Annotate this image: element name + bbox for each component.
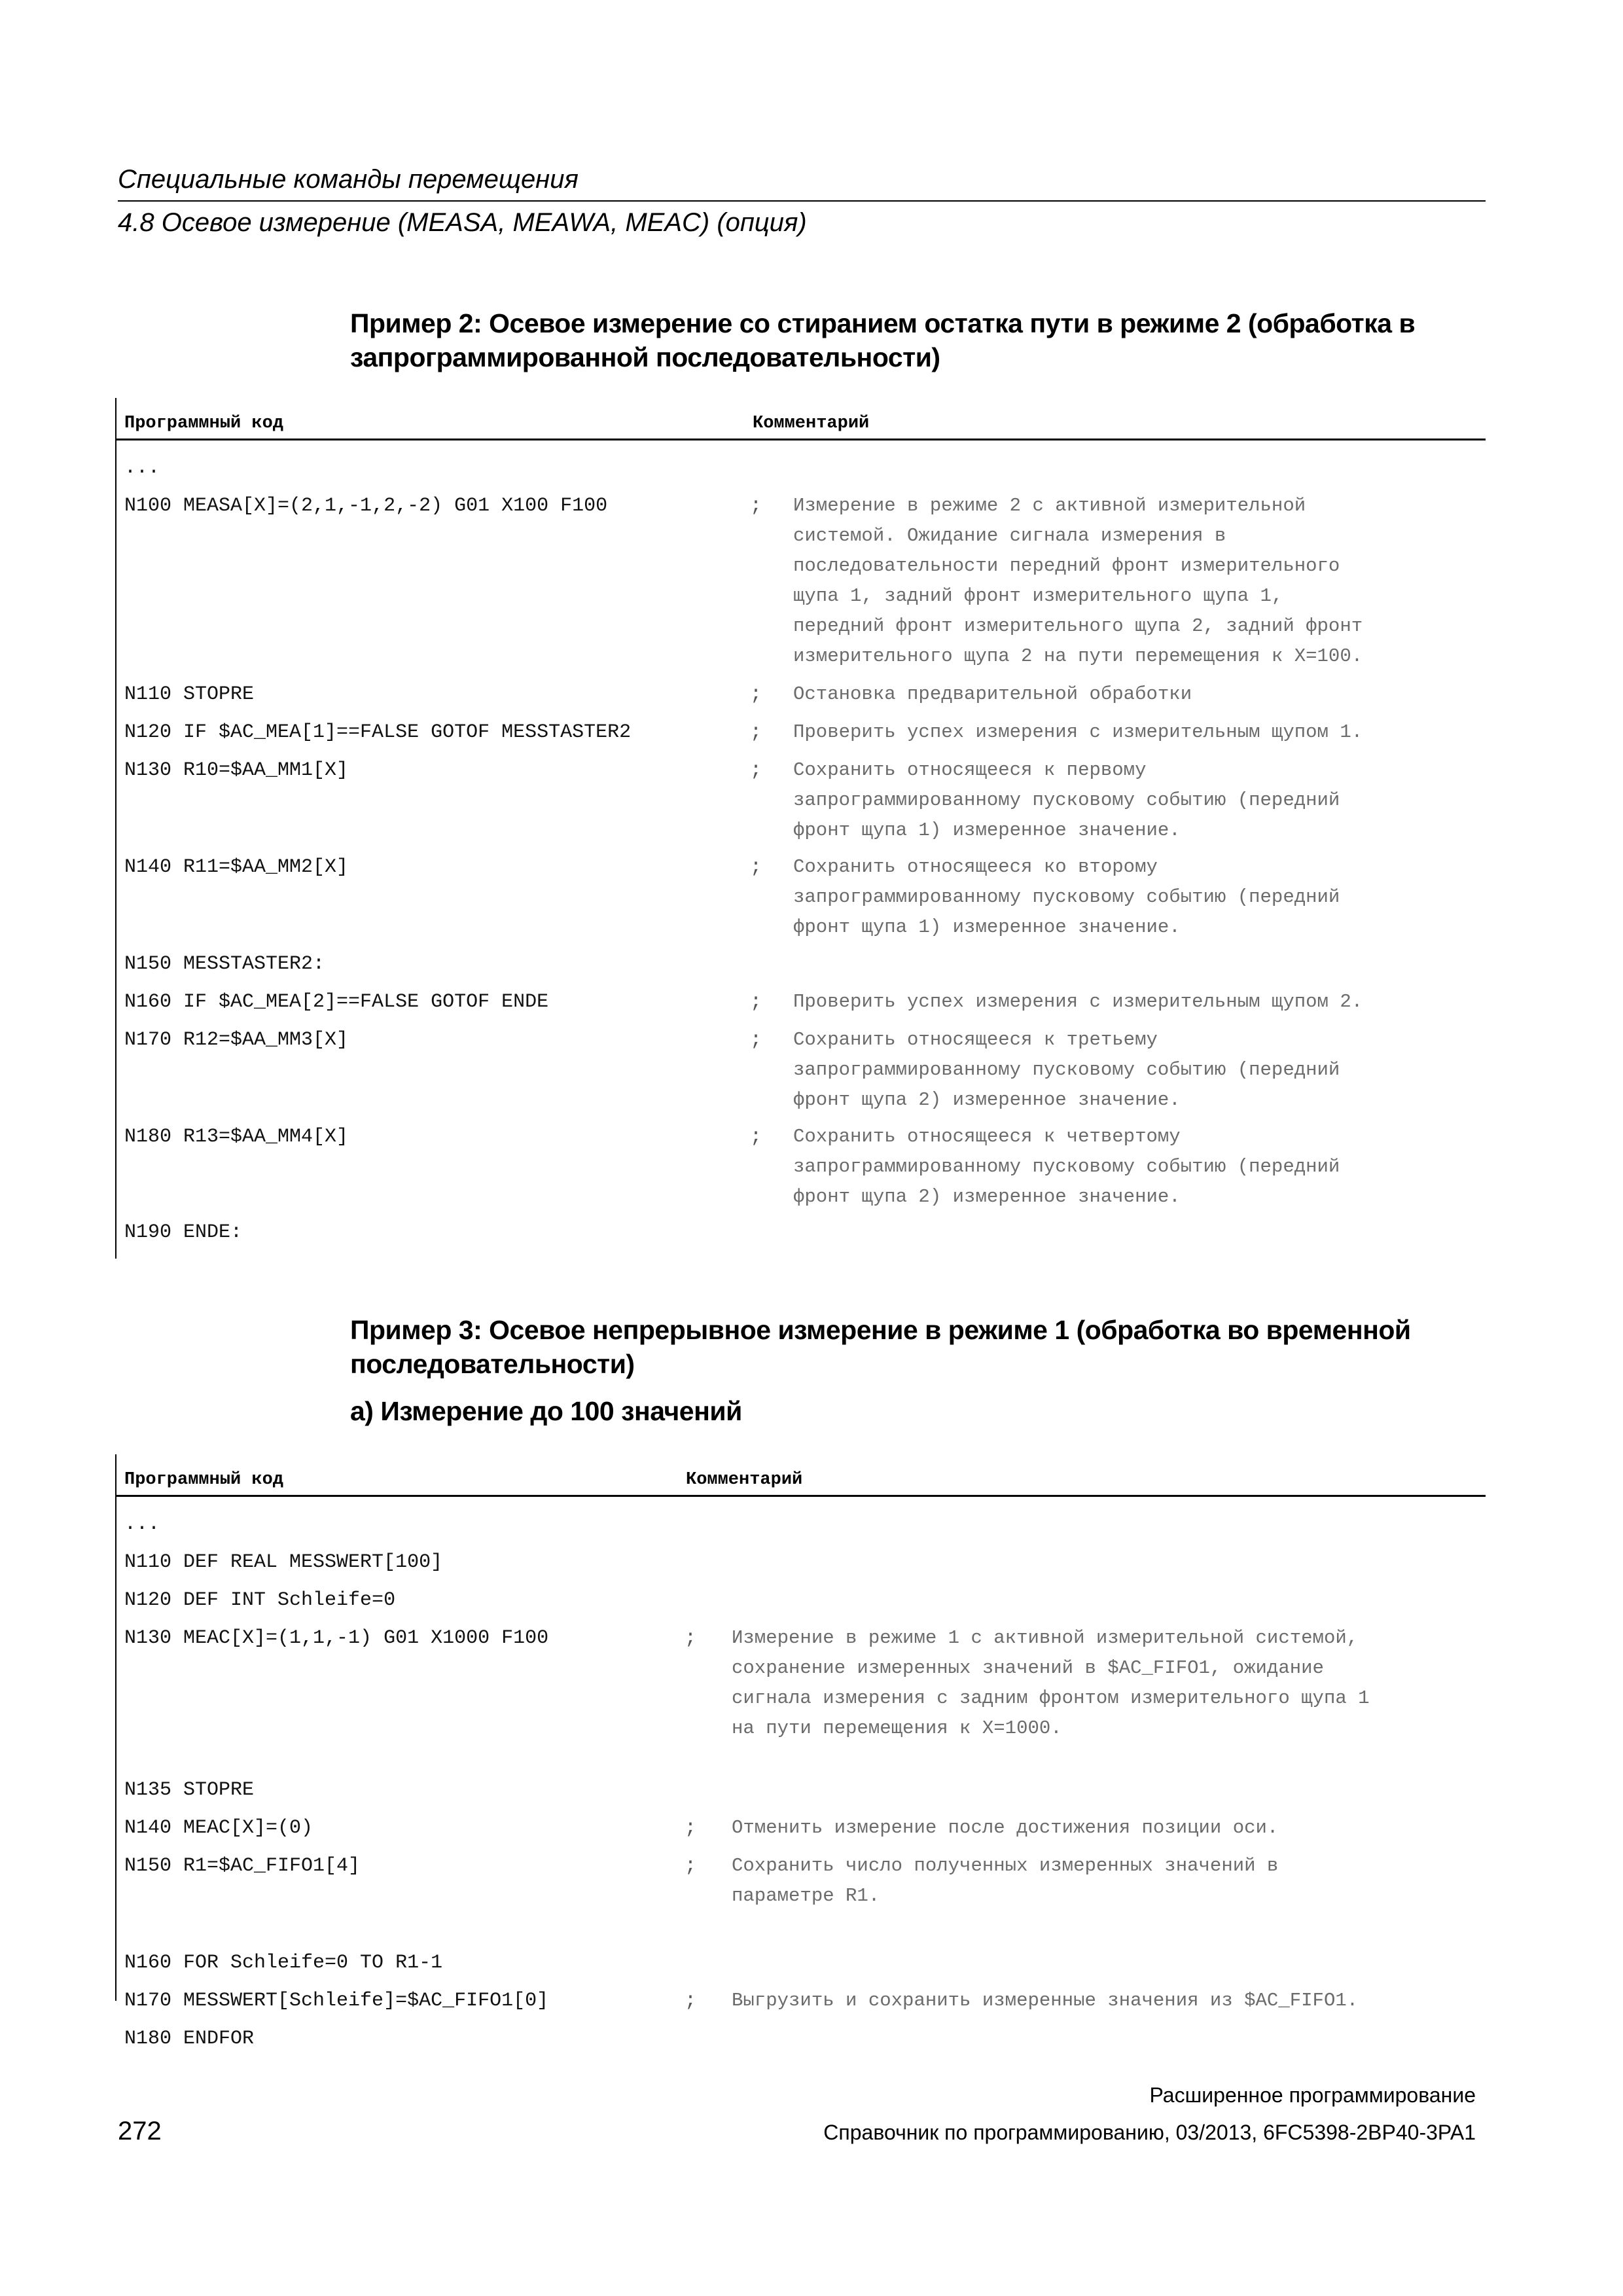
- program-code: N135 STOPRE: [124, 1779, 255, 1801]
- program-code: ...: [124, 1513, 160, 1535]
- code-comment: Сохранить число полученных измеренных значений в параметре R1.: [732, 1855, 1279, 1907]
- table-header: [115, 1454, 1486, 1497]
- header-rule: [118, 200, 1486, 202]
- program-code: N150 R1=$AC_FIFO1[4]: [124, 1855, 361, 1877]
- program-code: N170 R12=$AA_MM3[X]: [124, 1029, 349, 1051]
- code-comment: Проверить успех измерения с измерительным щупом 1.: [793, 721, 1363, 743]
- chapter-title: Специальные команды перемещения: [118, 165, 579, 194]
- program-code: N100 MEASA[X]=(2,1,-1,2,-2) G01 X100 F100: [124, 495, 608, 517]
- code-comment: Сохранить относящееся к первому запрограммированному пусковому событию (передний фронт щупа 1) измеренное значение.: [793, 759, 1340, 841]
- example3-code-table: [115, 1454, 1486, 2050]
- program-code: N140 MEAC[X]=(0): [124, 1817, 313, 1839]
- table-left-border: [115, 1454, 116, 2001]
- example3-heading-line1: Пример 3: Осевое непрерывное измерение в режиме 1 (обработка во временной: [350, 1315, 1411, 1345]
- comment-marker: ;: [750, 856, 762, 878]
- program-code: N160 FOR Schleife=0 TO R1-1: [124, 1952, 443, 1974]
- example2-heading-line2: запрограммированной последовательности): [350, 342, 940, 372]
- program-code: N180 ENDFOR: [124, 2028, 255, 2050]
- comment-marker: ;: [750, 1029, 762, 1051]
- program-code: N110 STOPRE: [124, 683, 255, 706]
- program-code: N150 MESSTASTER2:: [124, 953, 325, 975]
- comment-marker: ;: [750, 1126, 762, 1148]
- column-header-code: Программный код: [124, 414, 284, 433]
- program-code: N120 IF $AC_MEA[1]==FALSE GOTOF MESSTASTER2: [124, 721, 632, 744]
- code-comment: Проверить успех измерения с измерительным щупом 2.: [793, 991, 1363, 1013]
- program-code: N120 DEF INT Schleife=0: [124, 1589, 396, 1611]
- table-header: [115, 398, 1486, 440]
- program-code: N180 R13=$AA_MM4[X]: [124, 1126, 349, 1148]
- comment-marker: ;: [750, 495, 762, 517]
- code-comment: Отменить измерение после достижения позиции оси.: [732, 1817, 1279, 1839]
- code-comment: Сохранить относящееся ко второму запрограммированному пусковому событию (передний фронт щупа 1) измеренное значение.: [793, 856, 1340, 938]
- code-comment: Измерение в режиме 2 с активной измерительной системой. Ожидание сигнала измерения в последовательности передний фронт измерительного щупа 1, задний фронт измерительного щупа 1, передний фронт измерительного щупа 2, задний фронт измерительного щупа 2 на пути перемещения к X=100.: [793, 495, 1363, 667]
- footer-doc-ref: Справочник по программированию, 03/2013, 6FC5398-2BP40-3PA1: [823, 2121, 1476, 2144]
- column-header-comment: Комментарий: [686, 1470, 803, 1490]
- comment-marker: ;: [750, 991, 762, 1013]
- table-left-border: [115, 398, 116, 1259]
- column-header-comment: Комментарий: [753, 414, 870, 433]
- example2-heading: [350, 306, 1415, 374]
- code-comment: Сохранить относящееся к четвертому запрограммированному пусковому событию (передний фронт щупа 2) измеренное значение.: [793, 1126, 1340, 1208]
- comment-marker: ;: [750, 683, 762, 706]
- program-code: N140 R11=$AA_MM2[X]: [124, 856, 349, 878]
- program-code: ...: [124, 457, 160, 479]
- program-code: N130 R10=$AA_MM1[X]: [124, 759, 349, 781]
- code-comment: Остановка предварительной обработки: [793, 683, 1192, 705]
- program-code: N160 IF $AC_MEA[2]==FALSE GOTOF ENDE: [124, 991, 549, 1013]
- comment-marker: ;: [685, 1990, 697, 2012]
- program-code: N190 ENDE:: [124, 1221, 243, 1244]
- example3-heading: [350, 1313, 1411, 1381]
- code-comment: Измерение в режиме 1 с активной измерительной системой, сохранение измеренных значений в $AC_FIFO1, ожидание сигнала измерения с задним фронтом измерительного щупа 1 на пути перемещения к X=1000.: [732, 1627, 1370, 1739]
- comment-marker: ;: [685, 1855, 697, 1877]
- column-header-code: Программный код: [124, 1470, 284, 1490]
- example3-subheading: а) Измерение до 100 значений: [350, 1396, 742, 1426]
- comment-marker: ;: [685, 1817, 697, 1839]
- example2-code-table: [115, 398, 1486, 1259]
- code-comment: Выгрузить и сохранить измеренные значения из $AC_FIFO1.: [732, 1990, 1359, 2011]
- footer-doc-title: Расширенное программирование: [1149, 2083, 1476, 2107]
- example2-heading-line1: Пример 2: Осевое измерение со стиранием остатка пути в режиме 2 (обработка в: [350, 308, 1416, 338]
- comment-marker: ;: [750, 759, 762, 781]
- page-number: 272: [118, 2117, 162, 2145]
- program-code: N130 MEAC[X]=(1,1,-1) G01 X1000 F100: [124, 1627, 549, 1649]
- program-code: N170 MESSWERT[Schleife]=$AC_FIFO1[0]: [124, 1990, 549, 2012]
- example3-heading-line2: последовательности): [350, 1349, 635, 1379]
- section-title: 4.8 Осевое измерение (MEASA, MEAWA, MEAC) (опция): [118, 208, 807, 237]
- comment-marker: ;: [750, 721, 762, 744]
- code-comment: Сохранить относящееся к третьему запрограммированному пусковому событию (передний фронт щупа 2) измеренное значение.: [793, 1029, 1340, 1111]
- program-code: N110 DEF REAL MESSWERT[100]: [124, 1551, 443, 1573]
- comment-marker: ;: [685, 1627, 697, 1649]
